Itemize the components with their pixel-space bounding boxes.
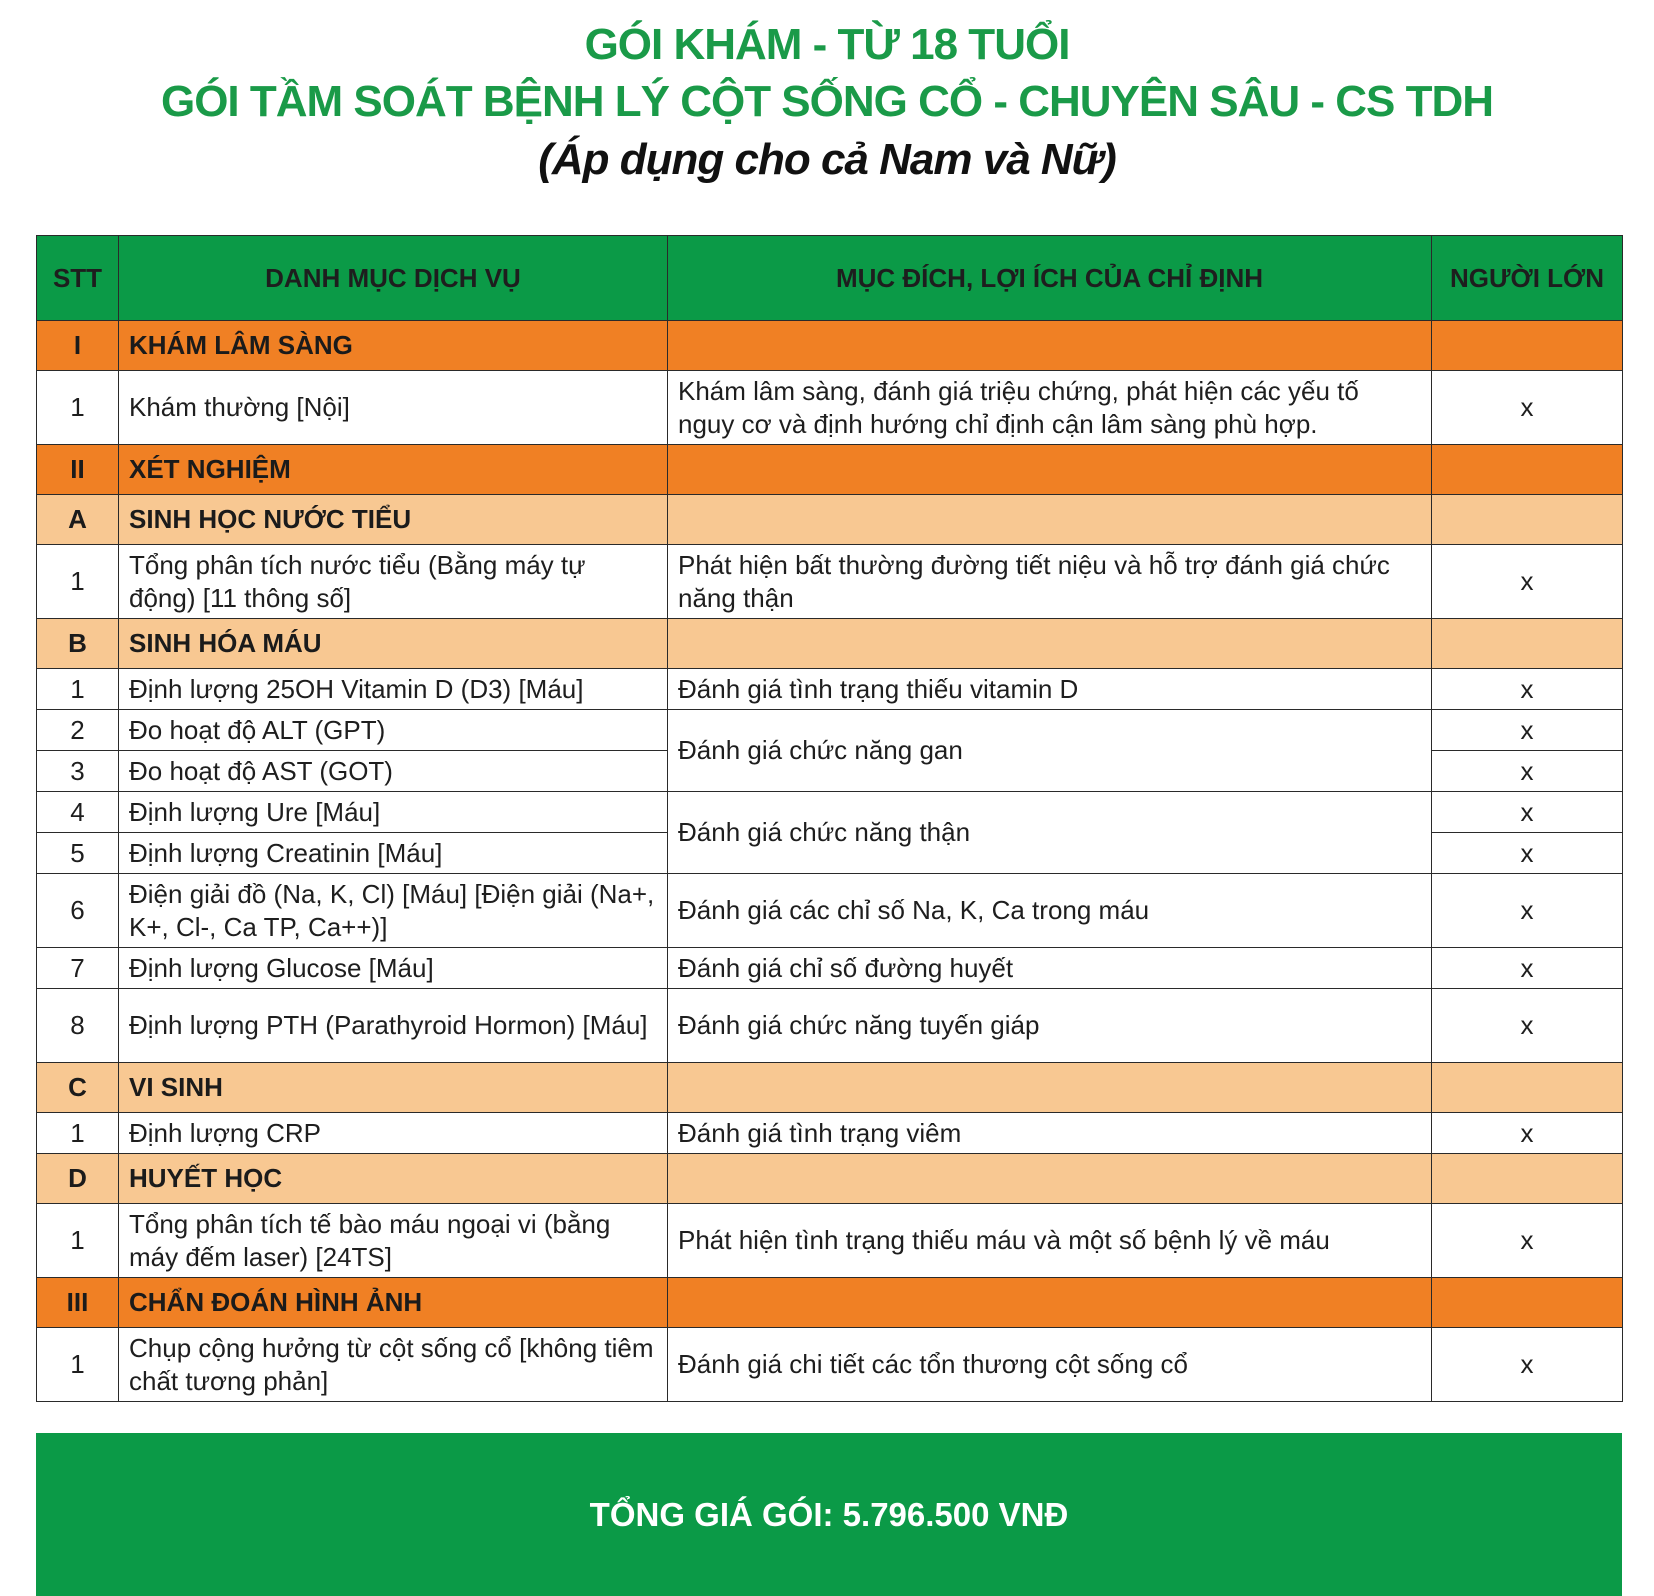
- table-row: [37, 669, 1623, 710]
- service-name: Điện giải đồ (Na, K, Cl) [Máu] [Điện giải (Na+, K+, Cl-, Ca TP, Ca++)]: [119, 874, 668, 948]
- table-row: [37, 874, 1623, 948]
- adult-mark: x: [1432, 948, 1623, 989]
- service-name: Tổng phân tích tế bào máu ngoại vi (bằng máy đếm laser) [24TS]: [119, 1204, 668, 1278]
- adult-mark: x: [1432, 989, 1623, 1063]
- row-number: 7: [37, 948, 119, 989]
- table-row: [37, 948, 1623, 989]
- empty-cell: [1432, 1154, 1623, 1204]
- empty-cell: [1432, 495, 1623, 545]
- service-name: Đo hoạt độ ALT (GPT): [119, 710, 668, 751]
- service-name: Đo hoạt độ AST (GOT): [119, 751, 668, 792]
- page-header: [0, 0, 1654, 189]
- subsection-letter: B: [37, 619, 119, 669]
- empty-cell: [668, 1278, 1432, 1328]
- table-header-row: [37, 236, 1623, 321]
- service-name: Định lượng Glucose [Máu]: [119, 948, 668, 989]
- row-number: 3: [37, 751, 119, 792]
- header-service: DANH MỤC DỊCH VỤ: [119, 236, 668, 321]
- section-number: I: [37, 321, 119, 371]
- adult-mark: x: [1432, 371, 1623, 445]
- row-number: 1: [37, 1328, 119, 1402]
- section-number: II: [37, 445, 119, 495]
- section-row: [37, 1278, 1623, 1328]
- header-stt: STT: [37, 236, 119, 321]
- row-number: 2: [37, 710, 119, 751]
- empty-cell: [1432, 445, 1623, 495]
- table-row: [37, 1204, 1623, 1278]
- adult-mark: x: [1432, 833, 1623, 874]
- empty-cell: [1432, 1278, 1623, 1328]
- subsection-title: VI SINH: [119, 1063, 668, 1113]
- header-adult: NGƯỜI LỚN: [1432, 236, 1623, 321]
- adult-mark: x: [1432, 545, 1623, 619]
- empty-cell: [668, 321, 1432, 371]
- table-row: [37, 710, 1623, 751]
- service-name: Định lượng Creatinin [Máu]: [119, 833, 668, 874]
- section-title: CHẨN ĐOÁN HÌNH ẢNH: [119, 1278, 668, 1328]
- table-row: [37, 545, 1623, 619]
- row-number: 1: [37, 1113, 119, 1154]
- header-purpose: MỤC ĐÍCH, LỢI ÍCH CỦA CHỈ ĐỊNH: [668, 236, 1432, 321]
- table-row: [37, 371, 1623, 445]
- row-number: 4: [37, 792, 119, 833]
- subsection-row: [37, 1063, 1623, 1113]
- empty-cell: [668, 1063, 1432, 1113]
- service-purpose: Phát hiện bất thường đường tiết niệu và hỗ trợ đánh giá chức năng thận: [668, 545, 1432, 619]
- package-subtitle: GÓI TẦM SOÁT BỆNH LÝ CỘT SỐNG CỔ - CHUYÊN SÂU - CS TDH: [160, 77, 1494, 126]
- package-applicability: (Áp dụng cho cả Nam và Nữ): [538, 135, 1116, 184]
- service-purpose: Đánh giá chức năng tuyến giáp: [668, 989, 1432, 1063]
- service-table: [36, 235, 1623, 1402]
- subsection-row: [37, 619, 1623, 669]
- service-purpose: Đánh giá chức năng thận: [668, 792, 1432, 874]
- service-name: Định lượng PTH (Parathyroid Hormon) [Máu]: [119, 989, 668, 1063]
- row-number: 5: [37, 833, 119, 874]
- empty-cell: [668, 1154, 1432, 1204]
- subsection-letter: A: [37, 495, 119, 545]
- section-title: KHÁM LÂM SÀNG: [119, 321, 668, 371]
- adult-mark: x: [1432, 792, 1623, 833]
- row-number: 1: [37, 669, 119, 710]
- adult-mark: x: [1432, 1204, 1623, 1278]
- table-row: [37, 1113, 1623, 1154]
- adult-mark: x: [1432, 874, 1623, 948]
- adult-mark: x: [1432, 1328, 1623, 1402]
- subsection-title: SINH HÓA MÁU: [119, 619, 668, 669]
- empty-cell: [668, 495, 1432, 545]
- subsection-letter: C: [37, 1063, 119, 1113]
- service-name: Tổng phân tích nước tiểu (Bằng máy tự động) [11 thông số]: [119, 545, 668, 619]
- service-purpose: Đánh giá chỉ số đường huyết: [668, 948, 1432, 989]
- empty-cell: [668, 619, 1432, 669]
- subsection-letter: D: [37, 1154, 119, 1204]
- section-number: III: [37, 1278, 119, 1328]
- row-number: 8: [37, 989, 119, 1063]
- section-row: [37, 321, 1623, 371]
- adult-mark: x: [1432, 1113, 1623, 1154]
- service-purpose: Khám lâm sàng, đánh giá triệu chứng, phát hiện các yếu tố nguy cơ và định hướng chỉ định cận lâm sàng phù hợp.: [668, 371, 1432, 445]
- row-number: 1: [37, 1204, 119, 1278]
- total-price: TỔNG GIÁ GÓI: 5.796.500 VNĐ: [589, 1495, 1069, 1533]
- subsection-row: [37, 1154, 1623, 1204]
- service-purpose: Đánh giá chức năng gan: [668, 710, 1432, 792]
- total-price-banner: [36, 1433, 1622, 1596]
- service-purpose: Đánh giá chi tiết các tổn thương cột sống cổ: [668, 1328, 1432, 1402]
- section-row: [37, 445, 1623, 495]
- service-purpose: Đánh giá tình trạng thiếu vitamin D: [668, 669, 1432, 710]
- table-row: [37, 1328, 1623, 1402]
- subsection-row: [37, 495, 1623, 545]
- service-purpose: Phát hiện tình trạng thiếu máu và một số bệnh lý về máu: [668, 1204, 1432, 1278]
- service-name: Định lượng Ure [Máu]: [119, 792, 668, 833]
- service-purpose: Đánh giá tình trạng viêm: [668, 1113, 1432, 1154]
- service-name: Chụp cộng hưởng từ cột sống cổ [không tiêm chất tương phản]: [119, 1328, 668, 1402]
- row-number: 1: [37, 545, 119, 619]
- service-name: Khám thường [Nội]: [119, 371, 668, 445]
- table-row: [37, 792, 1623, 833]
- empty-cell: [1432, 321, 1623, 371]
- service-name: Định lượng CRP: [119, 1113, 668, 1154]
- service-purpose: Đánh giá các chỉ số Na, K, Ca trong máu: [668, 874, 1432, 948]
- section-title: XÉT NGHIỆM: [119, 445, 668, 495]
- subsection-title: SINH HỌC NƯỚC TIỂU: [119, 495, 668, 545]
- package-title: GÓI KHÁM - TỪ 18 TUỔI: [584, 20, 1070, 69]
- adult-mark: x: [1432, 710, 1623, 751]
- subsection-title: HUYẾT HỌC: [119, 1154, 668, 1204]
- empty-cell: [1432, 619, 1623, 669]
- row-number: 1: [37, 371, 119, 445]
- table-row: [37, 989, 1623, 1063]
- empty-cell: [668, 445, 1432, 495]
- row-number: 6: [37, 874, 119, 948]
- empty-cell: [1432, 1063, 1623, 1113]
- adult-mark: x: [1432, 669, 1623, 710]
- service-name: Định lượng 25OH Vitamin D (D3) [Máu]: [119, 669, 668, 710]
- adult-mark: x: [1432, 751, 1623, 792]
